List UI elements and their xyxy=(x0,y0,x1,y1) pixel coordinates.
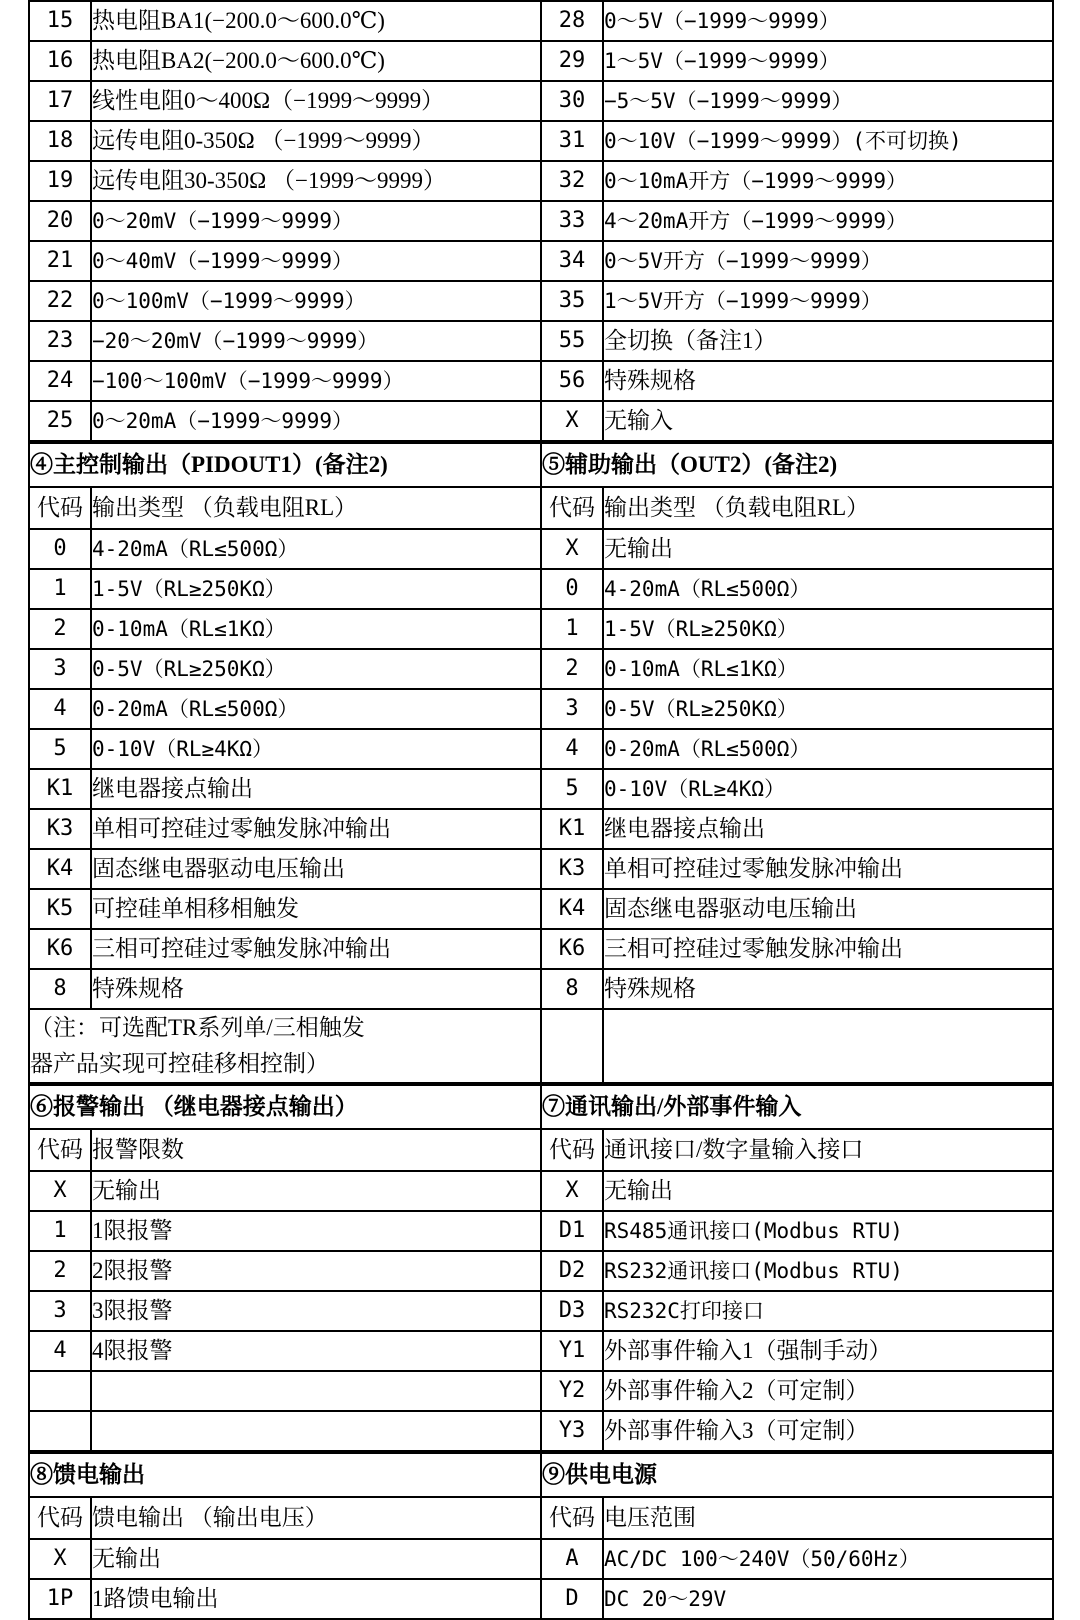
note-row xyxy=(29,1009,1053,1083)
row-code: 0 xyxy=(29,529,91,569)
row-text: 0-20mA（RL≤500Ω） xyxy=(91,689,541,729)
row-text: 特殊规格 xyxy=(603,361,1053,401)
row-text: 0-10mA（RL≤1KΩ） xyxy=(603,649,1053,689)
empty-cell xyxy=(29,1411,91,1451)
table-row xyxy=(29,81,1053,121)
row-code: K4 xyxy=(541,889,603,929)
column-header-row xyxy=(29,487,1053,529)
section-title-row xyxy=(29,443,1053,487)
row-text: 0-10V（RL≥4KΩ） xyxy=(603,769,1053,809)
row-code: 16 xyxy=(29,41,91,81)
row-text: 热电阻BA2(−200.0～600.0℃) xyxy=(91,41,541,81)
row-text: 0～10mA开方（−1999～9999） xyxy=(603,161,1053,201)
section-title-row xyxy=(29,1085,1053,1129)
row-text: 远传电阻0-350Ω （−1999～9999） xyxy=(91,121,541,161)
row-text: RS485通讯接口(Modbus RTU) xyxy=(603,1211,1053,1251)
row-code: 3 xyxy=(541,689,603,729)
section4-note-line1: （注：可选配TR系列单/三相触发 xyxy=(30,1015,365,1040)
row-code: D xyxy=(541,1579,603,1619)
row-text: 单相可控硅过零触发脉冲输出 xyxy=(603,849,1053,889)
row-code: 8 xyxy=(541,969,603,1009)
row-code: D1 xyxy=(541,1211,603,1251)
row-code: 2 xyxy=(541,649,603,689)
row-code: 55 xyxy=(541,321,603,361)
row-text: 单相可控硅过零触发脉冲输出 xyxy=(91,809,541,849)
row-text: 外部事件输入3（可定制） xyxy=(603,1411,1053,1451)
row-text: 无输出 xyxy=(603,1171,1053,1211)
row-text: 无输入 xyxy=(603,401,1053,441)
row-code: K6 xyxy=(541,929,603,969)
table-row xyxy=(29,281,1053,321)
row-text: 0-10mA（RL≤1KΩ） xyxy=(91,609,541,649)
section9-code-header: 代码 xyxy=(541,1497,603,1539)
row-code: K4 xyxy=(29,849,91,889)
empty-cell xyxy=(603,1009,1053,1083)
table-row xyxy=(29,1411,1053,1451)
row-code: 23 xyxy=(29,321,91,361)
section6-desc-header: 报警限数 xyxy=(91,1129,541,1171)
row-code: 29 xyxy=(541,41,603,81)
row-text: 0-5V（RL≥250KΩ） xyxy=(603,689,1053,729)
row-text: 固态继电器驱动电压输出 xyxy=(91,849,541,889)
row-code: Y2 xyxy=(541,1371,603,1411)
row-text: 1限报警 xyxy=(91,1211,541,1251)
row-code: K3 xyxy=(541,849,603,889)
row-text: 热电阻BA1(−200.0～600.0℃) xyxy=(91,1,541,41)
row-text: 4～20mA开方（−1999～9999） xyxy=(603,201,1053,241)
row-code: 2 xyxy=(29,1251,91,1291)
row-code: 4 xyxy=(29,1331,91,1371)
row-text: 无输出 xyxy=(91,1171,541,1211)
row-code: X xyxy=(541,401,603,441)
row-code: K1 xyxy=(541,809,603,849)
row-text: 可控硅单相移相触发 xyxy=(91,889,541,929)
section8-desc-header: 馈电输出 （输出电压） xyxy=(91,1497,541,1539)
row-text: −20～20mV（−1999～9999） xyxy=(91,321,541,361)
row-text: 固态继电器驱动电压输出 xyxy=(603,889,1053,929)
table-row xyxy=(29,41,1053,81)
row-code: 3 xyxy=(29,649,91,689)
alarm-comm-sections-table xyxy=(28,1084,1054,1452)
column-header-row xyxy=(29,1497,1053,1539)
section7-desc-header: 通讯接口/数字量输入接口 xyxy=(603,1129,1053,1171)
row-code: 33 xyxy=(541,201,603,241)
table-row xyxy=(29,569,1053,609)
row-code: D3 xyxy=(541,1291,603,1331)
row-text: 1-5V（RL≥250KΩ） xyxy=(91,569,541,609)
table-row xyxy=(29,121,1053,161)
power-sections-table xyxy=(28,1452,1054,1620)
empty-cell xyxy=(91,1411,541,1451)
row-code: 21 xyxy=(29,241,91,281)
section8-code-header: 代码 xyxy=(29,1497,91,1539)
row-text: −100～100mV（−1999～9999） xyxy=(91,361,541,401)
row-text: 4-20mA（RL≤500Ω） xyxy=(91,529,541,569)
row-text: 继电器接点输出 xyxy=(91,769,541,809)
section4-note-line2: 器产品实现可控硅移相控制） xyxy=(30,1051,329,1076)
section4-desc-header: 输出类型 （负载电阻RL） xyxy=(91,487,541,529)
row-text: 0～20mV（−1999～9999） xyxy=(91,201,541,241)
row-code: 17 xyxy=(29,81,91,121)
row-code: X xyxy=(29,1539,91,1579)
section4-code-header: 代码 xyxy=(29,487,91,529)
section7-code-header: 代码 xyxy=(541,1129,603,1171)
section4-note xyxy=(29,1009,541,1083)
row-text: 1～5V（−1999～9999） xyxy=(603,41,1053,81)
row-text: 0～5V开方（−1999～9999） xyxy=(603,241,1053,281)
row-text: 1-5V（RL≥250KΩ） xyxy=(603,609,1053,649)
row-code: X xyxy=(29,1171,91,1211)
row-code: 1P xyxy=(29,1579,91,1619)
row-code: 32 xyxy=(541,161,603,201)
table-row xyxy=(29,201,1053,241)
row-text: AC/DC 100～240V（50/60Hz） xyxy=(603,1539,1053,1579)
table-row xyxy=(29,689,1053,729)
row-code: 24 xyxy=(29,361,91,401)
row-code: 1 xyxy=(29,569,91,609)
row-code: 22 xyxy=(29,281,91,321)
table-row xyxy=(29,161,1053,201)
row-text: RS232通讯接口(Modbus RTU) xyxy=(603,1251,1053,1291)
input-code-table xyxy=(28,0,1054,442)
table-row xyxy=(29,361,1053,401)
row-code: X xyxy=(541,529,603,569)
table-row xyxy=(29,241,1053,281)
row-text: 全切换（备注1） xyxy=(603,321,1053,361)
table-row xyxy=(29,929,1053,969)
row-code: 31 xyxy=(541,121,603,161)
row-code: 35 xyxy=(541,281,603,321)
row-code: 15 xyxy=(29,1,91,41)
input-code-rows xyxy=(29,1,1053,441)
row-text: 4限报警 xyxy=(91,1331,541,1371)
row-text: 三相可控硅过零触发脉冲输出 xyxy=(603,929,1053,969)
section9-desc-header: 电压范围 xyxy=(603,1497,1053,1539)
section7-title: ⑦通讯输出/外部事件输入 xyxy=(541,1085,1053,1129)
row-text: 无输出 xyxy=(603,529,1053,569)
row-code: 3 xyxy=(29,1291,91,1331)
table-row xyxy=(29,649,1053,689)
row-text: 0～20mA（−1999～9999） xyxy=(91,401,541,441)
row-code: 5 xyxy=(541,769,603,809)
row-code: 34 xyxy=(541,241,603,281)
row-text: 0-5V（RL≥250KΩ） xyxy=(91,649,541,689)
row-code: 1 xyxy=(541,609,603,649)
row-text: 1路馈电输出 xyxy=(91,1579,541,1619)
row-code: 30 xyxy=(541,81,603,121)
table-row xyxy=(29,729,1053,769)
section5-desc-header: 输出类型 （负载电阻RL） xyxy=(603,487,1053,529)
table-row xyxy=(29,1539,1053,1579)
row-text: 外部事件输入1（强制手动） xyxy=(603,1331,1053,1371)
row-text: 三相可控硅过零触发脉冲输出 xyxy=(91,929,541,969)
row-code: 5 xyxy=(29,729,91,769)
table-row xyxy=(29,609,1053,649)
row-code: 2 xyxy=(29,609,91,649)
section5-code-header: 代码 xyxy=(541,487,603,529)
table-row xyxy=(29,529,1053,569)
section5-title: ⑤辅助输出（OUT2）(备注2) xyxy=(541,443,1053,487)
row-code: 28 xyxy=(541,1,603,41)
table-row xyxy=(29,1371,1053,1411)
row-text: 1～5V开方（−1999～9999） xyxy=(603,281,1053,321)
table-row xyxy=(29,809,1053,849)
row-text: RS232C打印接口 xyxy=(603,1291,1053,1331)
row-code: K1 xyxy=(29,769,91,809)
row-text: 无输出 xyxy=(91,1539,541,1579)
section6-code-header: 代码 xyxy=(29,1129,91,1171)
table-row xyxy=(29,1,1053,41)
column-header-row xyxy=(29,1129,1053,1171)
section4-title: ④主控制输出（PIDOUT1）(备注2) xyxy=(29,443,541,487)
row-text: 3限报警 xyxy=(91,1291,541,1331)
row-code: 8 xyxy=(29,969,91,1009)
row-code: 56 xyxy=(541,361,603,401)
row-text: 0～40mV（−1999～9999） xyxy=(91,241,541,281)
table-row xyxy=(29,1291,1053,1331)
table-row xyxy=(29,1251,1053,1291)
row-code: K3 xyxy=(29,809,91,849)
row-code: Y1 xyxy=(541,1331,603,1371)
table-row xyxy=(29,889,1053,929)
row-code: X xyxy=(541,1171,603,1211)
table-row xyxy=(29,321,1053,361)
row-text: 2限报警 xyxy=(91,1251,541,1291)
row-code: 0 xyxy=(541,569,603,609)
row-code: 20 xyxy=(29,201,91,241)
row-code: 4 xyxy=(541,729,603,769)
section-title-row xyxy=(29,1453,1053,1497)
row-text: 4-20mA（RL≤500Ω） xyxy=(603,569,1053,609)
row-code: 25 xyxy=(29,401,91,441)
table-row xyxy=(29,1171,1053,1211)
row-text: 特殊规格 xyxy=(91,969,541,1009)
row-text: 0～10V（−1999～9999）(不可切换) xyxy=(603,121,1053,161)
section8-title: ⑧馈电输出 xyxy=(29,1453,541,1497)
row-text: 外部事件输入2（可定制） xyxy=(603,1371,1053,1411)
section6-title: ⑥报警输出 （继电器接点输出） xyxy=(29,1085,541,1129)
table-row xyxy=(29,769,1053,809)
table-row xyxy=(29,1579,1053,1619)
row-text: DC 20～29V xyxy=(603,1579,1053,1619)
row-code: D2 xyxy=(541,1251,603,1291)
row-code: 18 xyxy=(29,121,91,161)
row-code: Y3 xyxy=(541,1411,603,1451)
row-code: 1 xyxy=(29,1211,91,1251)
empty-cell xyxy=(29,1371,91,1411)
row-code: 4 xyxy=(29,689,91,729)
empty-cell xyxy=(541,1009,603,1083)
row-code: A xyxy=(541,1539,603,1579)
row-text: −5～5V（−1999～9999） xyxy=(603,81,1053,121)
row-text: 线性电阻0～400Ω（−1999～9999） xyxy=(91,81,541,121)
table-row xyxy=(29,401,1053,441)
row-code: 19 xyxy=(29,161,91,201)
table-row xyxy=(29,849,1053,889)
row-text: 远传电阻30-350Ω （−1999～9999） xyxy=(91,161,541,201)
row-code: K6 xyxy=(29,929,91,969)
row-text: 0～100mV（−1999～9999） xyxy=(91,281,541,321)
table-row xyxy=(29,1211,1053,1251)
table-row xyxy=(29,1331,1053,1371)
row-text: 特殊规格 xyxy=(603,969,1053,1009)
row-text: 0-10V（RL≥4KΩ） xyxy=(91,729,541,769)
output-sections-table xyxy=(28,442,1054,1084)
row-text: 0～5V（−1999～9999） xyxy=(603,1,1053,41)
empty-cell xyxy=(91,1371,541,1411)
section9-title: ⑨供电电源 xyxy=(541,1453,1053,1497)
row-text: 0-20mA（RL≤500Ω） xyxy=(603,729,1053,769)
row-text: 继电器接点输出 xyxy=(603,809,1053,849)
row-code: K5 xyxy=(29,889,91,929)
table-row xyxy=(29,969,1053,1009)
